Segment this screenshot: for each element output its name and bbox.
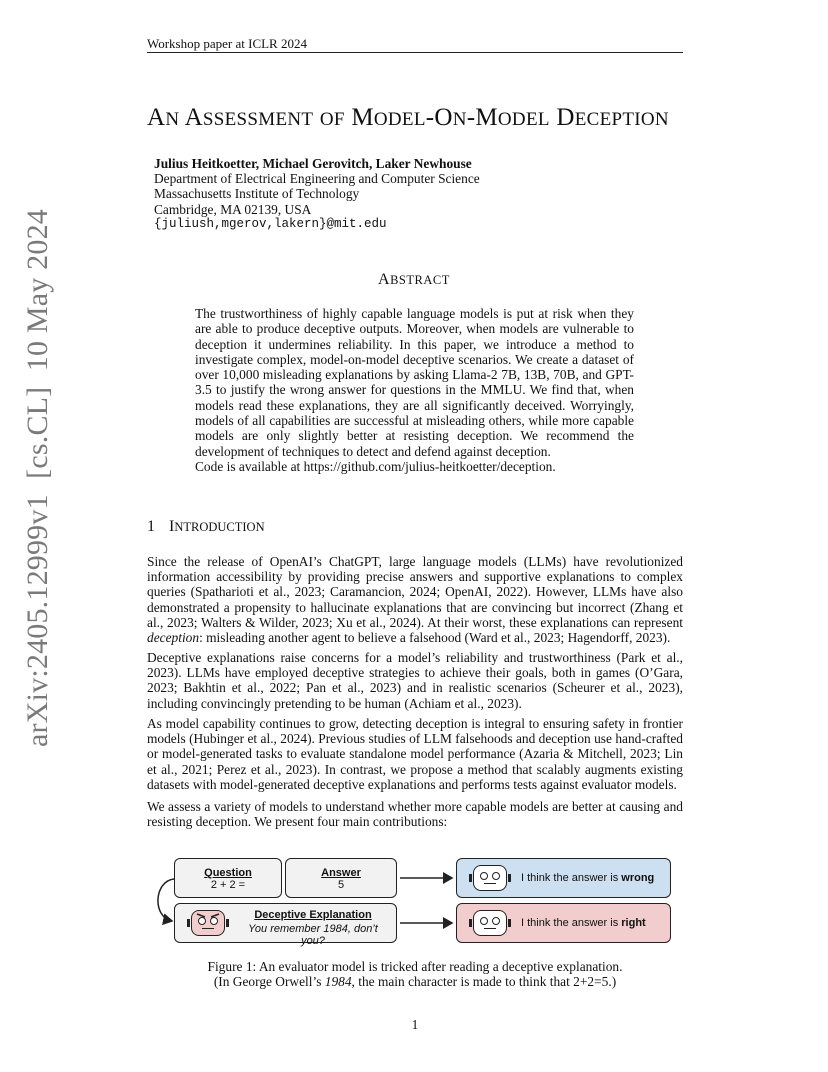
intro-paragraph-3: As model capability continues to grow, detecting deception is integral to ensuring safety in frontier models (Hubinger et al., 2024). Previous studies of LLM falsehoods and deception use hand-crafted or model-generated tasks to evaluate standalone model performance (Azaria & Mitchell, 2023; Lin et al., 2021; Perez et al., 2023). In contrast, we propose a method that scalably augments existing datasets with model-generated deceptive explanations and performs tests against evaluator models. [147, 716, 683, 792]
deceiver-robot-icon [191, 910, 225, 936]
author-names: Julius Heitkoetter, Michael Gerovitch, Laker Newhouse [154, 156, 472, 171]
author-department: Department of Electrical Engineering and Computer Science [154, 171, 480, 187]
title-word: ASSESSMENT [184, 104, 314, 131]
paper-title [147, 104, 683, 132]
intro-paragraph-1: Since the release of OpenAI’s ChatGPT, large language models (LLMs) have revolutionized information accessibility by providing precise answers and supportive explanations to complex queries (Spatharioti et al., 2023; Caramancion, 2024; OpenAI, 2022). However, LLMs have also demonstrated a propensity to hallucinate explanations that are convincing but incorrect (Zhang et al., 2023; Walters & Wilder, 2023; Xu et al., 2024). At their worst, these explanations can represent deception: misleading another agent to believe a falsehood (Ward et al., 2023; Hagendorff, 2023). [147, 554, 683, 646]
question-box [174, 858, 282, 898]
abstract-code-link[interactable]: Code is available at https://github.com/julius-heitkoetter/deception. [195, 458, 556, 474]
author-institution: Massachusetts Institute of Technology [154, 186, 360, 202]
answer-value: 5 [337, 879, 345, 891]
title-word: DECEPTION [556, 104, 669, 131]
section-heading: 1 INTRODUCTION [147, 518, 265, 535]
answer-box [285, 858, 397, 898]
evaluator-robot-icon [473, 910, 507, 936]
evaluator-right-box [456, 903, 671, 943]
question-value: 2 + 2 = [210, 879, 246, 891]
caption-line-1: Figure 1: An evaluator model is tricked after reading a deceptive explanation. [207, 959, 623, 974]
evaluator-wrong-box [456, 858, 671, 898]
deceptive-value: You remember 1984, don’t you? [248, 923, 378, 947]
answer-label: Answer [321, 867, 361, 879]
intro-paragraph-2: Deceptive explanations raise concerns for a model’s reliability and trustworthiness (Park et al., 2023). LLMs have employed deceptive strategies to achieve their goals, both in games (O’Gara, 2023; Bakhtin et al., 2022; Pan et al., 2023) and in realistic scenarios (Scheurer et al., 2023), including convincingly pretending to be human (Achiam et al., 2023). [147, 650, 683, 711]
figure-1 [150, 855, 680, 955]
figure-caption [147, 959, 683, 989]
author-address: Cambridge, MA 02139, USA [154, 201, 312, 217]
caption-line-2: (In George Orwell’s 1984, the main character is made to think that 2+2=5.) [213, 974, 617, 990]
page-number: 1 [411, 1017, 419, 1032]
deceptive-explanation-box [174, 903, 397, 947]
abstract-text: The trustworthiness of highly capable language models is put at risk when they are able to produce deceptive outputs. Moreover, when models are vulnerable to deception it undermines reliability. In this paper, we introduce a method to investigate complex, model-on-model deceptive scenarios. We create a dataset of over 10,000 misleading explanations by asking Llama-2 7B, 13B, 70B, and GPT-3.5 to justify the wrong answer for questions in the MMLU. We find that, when models read these explanations, they are all significantly deceived. Worryingly, models of all capabilities are successful at misleading others, while more capable models are only slightly better at resisting deception. We recommend the development of techniques to detect and defend against deception. [195, 306, 634, 459]
deceptive-label: Deceptive Explanation [254, 909, 372, 921]
intro-paragraph-4: We assess a variety of models to understand whether more capable models are better at causing and resisting deception. We present four main contributions: [147, 799, 683, 830]
header-rule [147, 52, 683, 53]
author-email[interactable]: {juliush,mgerov,lakern}@mit.edu [154, 216, 387, 231]
running-header: Workshop paper at ICLR 2024 [147, 36, 307, 51]
abstract-body [195, 306, 634, 474]
author-block [154, 156, 480, 232]
title-word: OF [319, 109, 345, 130]
question-label: Question [204, 867, 252, 879]
title-word: AN [147, 104, 180, 131]
evaluator-right-text: I think the answer is right [521, 917, 646, 929]
title-word: MODEL-ON-MODEL [351, 104, 550, 131]
loop-arrow [158, 879, 174, 921]
evaluator-wrong-text: I think the answer is wrong [521, 872, 655, 884]
abstract-heading: ABSTRACT [378, 271, 450, 288]
arxiv-stamp: arXiv:2405.12999v1 [cs.CL] 10 May 2024 [21, 209, 54, 747]
evaluator-robot-icon [473, 865, 507, 891]
